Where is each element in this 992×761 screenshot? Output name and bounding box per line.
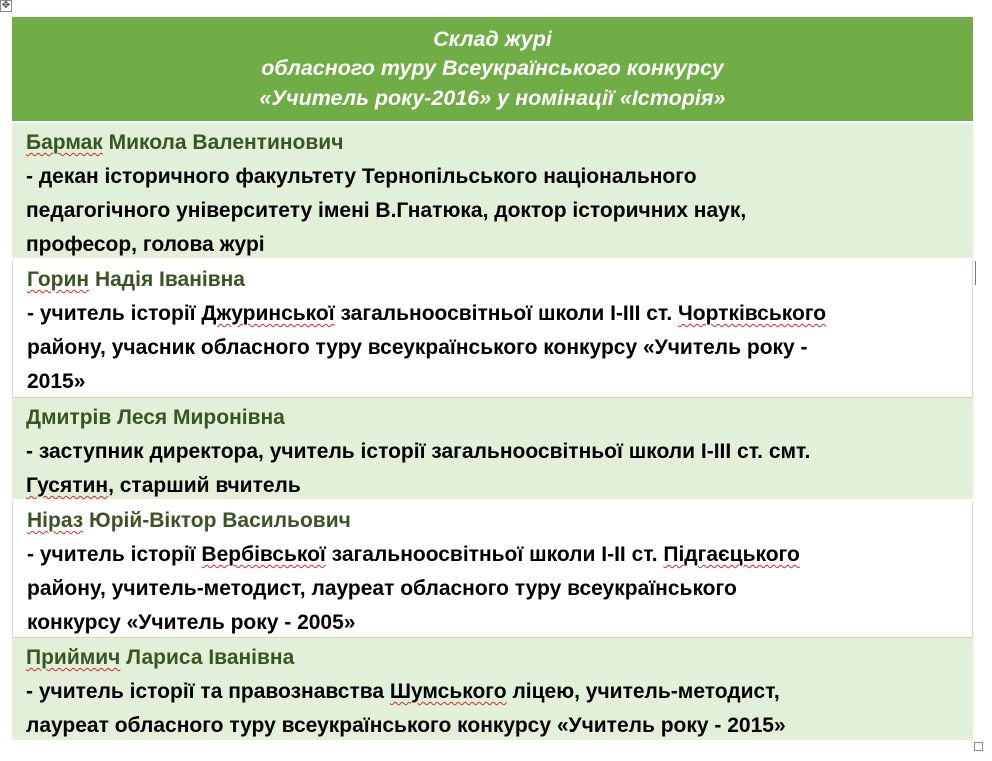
table-row — [12, 398, 973, 501]
table-row — [12, 501, 973, 638]
table-header — [12, 17, 973, 123]
header-nomination: «Учитель року-2016» у номінації «Історія» — [259, 85, 726, 110]
table-move-handle[interactable]: ✥ — [1, 0, 11, 11]
member-name: Бармак Микола Валентинович — [26, 131, 344, 154]
member-name: Горин Надія Іванівна — [27, 268, 245, 291]
member-description: - учитель історії Вербівської загальноосвітньої школи І-ІІ ст. Підгаєцького району, учитель-методист, лауреат обласного туру всеукраїнського конкурсу «Учитель року - 2005» — [27, 543, 800, 634]
header-title: Склад журі — [433, 26, 552, 51]
header-subtitle: обласного туру Всеукраїнського конкурсу — [261, 56, 724, 81]
member-description: - декан історичного факультету Тернопільського національного педагогічного університету імені В.Гнатюка, доктор історичних наук, професор, голова журі — [26, 165, 747, 256]
member-description: - учитель історії Джуринської загальноосвітньої школи І-ІІІ ст. Чортківського району, учасник обласного туру всеукраїнського конкурсу «Учитель року - 2015» — [27, 302, 827, 393]
table-row — [12, 638, 973, 742]
member-name: Ніраз Юрій-Віктор Васильович — [27, 509, 351, 532]
member-description: - заступник директора, учитель історії загальноосвітньої школи І-ІІІ ст. смт. Гусятин, старший вчитель — [26, 440, 811, 497]
member-name: Приймич Лариса Іванівна — [26, 646, 295, 669]
jury-table — [12, 17, 973, 742]
member-name: Дмитрів Леся Миронівна — [26, 406, 285, 429]
row-end-marker — [975, 261, 976, 285]
table-resize-handle[interactable] — [974, 742, 983, 751]
table-row — [12, 260, 973, 398]
member-description: - учитель історії та правознавства Шумського ліцею, учитель-методист, лауреат обласного туру всеукраїнського конкурсу «Учитель року - 2015» — [26, 680, 786, 737]
table-row — [12, 123, 973, 260]
